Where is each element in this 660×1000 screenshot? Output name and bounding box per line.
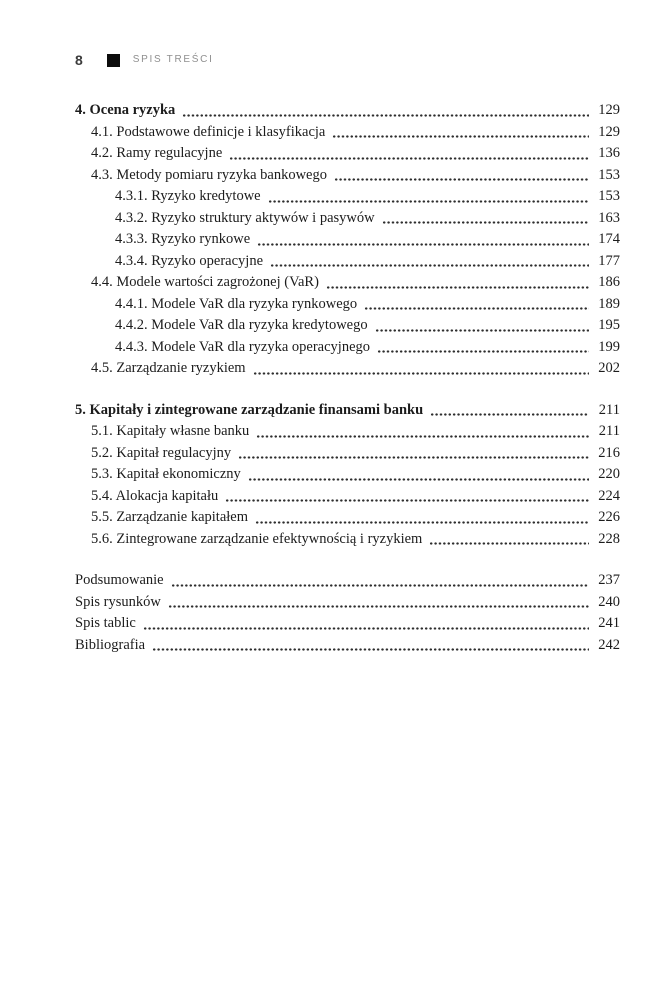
toc-entry-page: 153 bbox=[598, 188, 620, 204]
toc-entry bbox=[75, 294, 620, 316]
toc-entry-page: 199 bbox=[598, 338, 620, 355]
toc-entry-label: 4.3.2. Ryzyko struktury aktywów i pasywów bbox=[115, 209, 375, 226]
toc-entry-label: Bibliografia bbox=[75, 636, 146, 653]
toc-entry-label: 4.4.1. Modele VaR dla ryzyka rynkowego bbox=[115, 295, 358, 312]
toc-entry-page: 153 bbox=[598, 166, 620, 183]
toc-entry-page: 195 bbox=[598, 317, 620, 333]
toc-entry-label: 5. Kapitały i zintegrowane zarządzanie finansami banku bbox=[75, 401, 424, 418]
toc-entry bbox=[75, 613, 620, 635]
toc-entry-page: 202 bbox=[598, 360, 620, 376]
toc-entry bbox=[75, 251, 620, 273]
black-square-icon bbox=[107, 54, 120, 67]
dots-leader bbox=[270, 264, 589, 267]
toc-entry-label: 4.3.3. Ryzyko rynkowe bbox=[115, 231, 251, 247]
toc-entry bbox=[75, 570, 620, 592]
dots-leader bbox=[256, 435, 589, 438]
toc-entry-label: 5.6. Zintegrowane zarządzanie efektywnością i ryzykiem bbox=[91, 530, 423, 547]
dots-leader bbox=[429, 542, 589, 545]
toc-entry-page: 177 bbox=[598, 252, 620, 269]
toc-entry bbox=[75, 421, 620, 443]
dots-leader bbox=[268, 200, 589, 203]
toc-entry-page: 228 bbox=[598, 530, 620, 547]
toc-entry bbox=[75, 529, 620, 551]
dots-leader bbox=[257, 243, 589, 246]
toc-entry-page: 226 bbox=[598, 509, 620, 525]
dots-leader bbox=[326, 286, 589, 289]
toc-entry bbox=[75, 486, 620, 508]
toc-entry-page: 136 bbox=[598, 145, 620, 161]
toc-entry-label: 4.3.1. Ryzyko kredytowe bbox=[115, 188, 261, 204]
toc-entry-page: 129 bbox=[598, 123, 620, 140]
toc-entry-label: 4. Ocena ryzyka bbox=[75, 102, 176, 118]
table-of-contents bbox=[75, 100, 620, 656]
running-header-title: SPIS TREŚCI bbox=[132, 54, 214, 65]
dots-leader bbox=[377, 350, 589, 353]
dots-leader bbox=[430, 413, 589, 416]
toc-entry-page: 224 bbox=[598, 487, 620, 504]
toc-entry-label: 5.3. Kapitał ekonomiczny bbox=[91, 466, 241, 482]
toc-entry-label: 5.2. Kapitał regulacyjny bbox=[91, 444, 232, 461]
toc-entry-label: 4.1. Podstawowe definicje i klasyfikacja bbox=[91, 123, 326, 140]
toc-entry-label: 5.1. Kapitały własne banku bbox=[91, 423, 250, 439]
toc-entry bbox=[75, 272, 620, 294]
page-number: 8 bbox=[75, 52, 83, 68]
toc-entry-page: 211 bbox=[598, 401, 620, 418]
dots-leader bbox=[255, 521, 589, 524]
toc-entry-page: 242 bbox=[598, 636, 620, 653]
toc-entry-page: 129 bbox=[598, 102, 620, 118]
toc-entry bbox=[75, 122, 620, 144]
toc-entry-label: Podsumowanie bbox=[75, 572, 164, 588]
dots-leader bbox=[364, 307, 589, 310]
toc-entry bbox=[75, 315, 620, 337]
toc-entry-label: 5.5. Zarządzanie kapitałem bbox=[91, 509, 249, 525]
dots-leader bbox=[229, 157, 589, 160]
running-header bbox=[75, 53, 214, 67]
toc-entry-page: 163 bbox=[598, 209, 620, 226]
dots-leader bbox=[375, 329, 589, 332]
toc-entry-page: 220 bbox=[598, 466, 620, 482]
dots-leader bbox=[143, 627, 589, 630]
toc-entry-label: 4.5. Zarządzanie ryzykiem bbox=[91, 360, 246, 376]
toc-entry bbox=[75, 229, 620, 251]
dots-leader bbox=[182, 114, 589, 117]
toc-entry-label: 5.4. Alokacja kapitału bbox=[91, 487, 219, 504]
toc-entry-page: 216 bbox=[598, 444, 620, 461]
toc-entry-page: 241 bbox=[598, 615, 620, 631]
dots-leader bbox=[334, 178, 589, 181]
toc-entry bbox=[75, 464, 620, 486]
toc-entry-page: 237 bbox=[598, 572, 620, 588]
toc-entry-page: 186 bbox=[598, 274, 620, 290]
dots-leader bbox=[248, 478, 589, 481]
toc-entry bbox=[75, 165, 620, 187]
toc-entry bbox=[75, 400, 620, 422]
toc-entry bbox=[75, 443, 620, 465]
toc-entry-page: 240 bbox=[598, 593, 620, 610]
toc-entry-label: 4.4. Modele wartości zagrożonej (VaR) bbox=[91, 274, 319, 290]
toc-entry-label: 4.3.4. Ryzyko operacyjne bbox=[115, 252, 264, 269]
dots-leader bbox=[152, 648, 589, 651]
toc-entry-page: 189 bbox=[598, 295, 620, 312]
toc-entry-label: 4.2. Ramy regulacyjne bbox=[91, 145, 223, 161]
dots-leader bbox=[225, 499, 589, 502]
toc-entry bbox=[75, 208, 620, 230]
toc-entry-label: 4.4.2. Modele VaR dla ryzyka kredytowego bbox=[115, 317, 368, 333]
toc-entry-page: 211 bbox=[598, 423, 620, 439]
toc-entry bbox=[75, 507, 620, 529]
toc-entry bbox=[75, 337, 620, 359]
dots-leader bbox=[238, 456, 589, 459]
toc-entry bbox=[75, 592, 620, 614]
toc-entry-page: 174 bbox=[598, 231, 620, 247]
toc-entry bbox=[75, 186, 620, 208]
toc-entry bbox=[75, 100, 620, 122]
dots-leader bbox=[332, 135, 589, 138]
toc-entry-label: 4.4.3. Modele VaR dla ryzyka operacyjnego bbox=[115, 338, 371, 355]
dots-leader bbox=[171, 584, 589, 587]
toc-entry bbox=[75, 358, 620, 380]
toc-entry-label: Spis rysunków bbox=[75, 593, 161, 610]
toc-entry-label: 4.3. Metody pomiaru ryzyka bankowego bbox=[91, 166, 327, 183]
toc-entry bbox=[75, 143, 620, 165]
toc-entry bbox=[75, 635, 620, 657]
dots-leader bbox=[382, 221, 589, 224]
toc-entry-label: Spis tablic bbox=[75, 615, 136, 631]
dots-leader bbox=[253, 372, 589, 375]
dots-leader bbox=[168, 605, 589, 608]
